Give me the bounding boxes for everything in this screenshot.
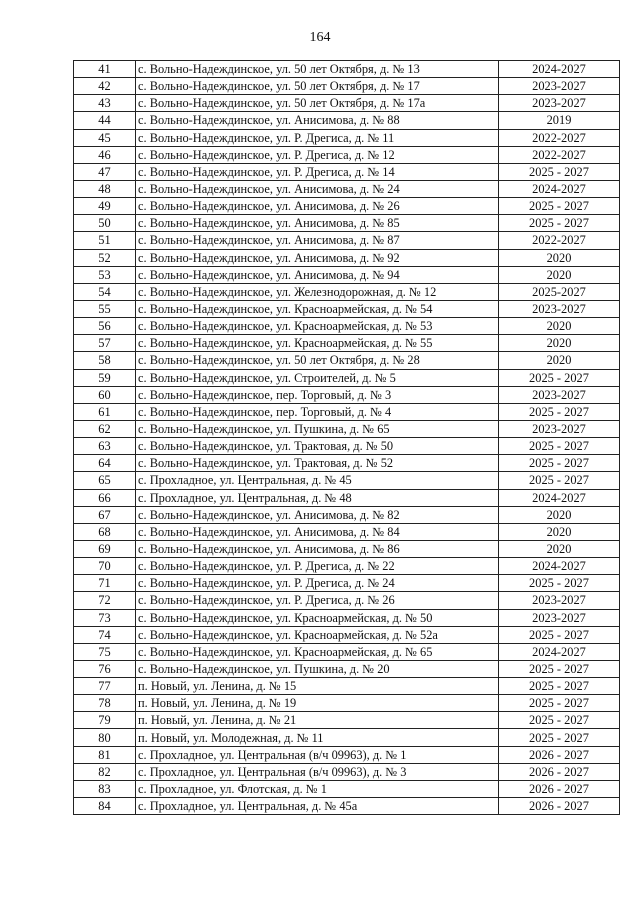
row-number: 49: [74, 198, 136, 215]
period-cell: 2023-2027: [499, 420, 620, 437]
table-row: [74, 403, 620, 420]
table-row: [74, 198, 620, 215]
address-cell: с. Прохладное, ул. Центральная, д. № 45: [136, 472, 499, 489]
period-cell: 2025 - 2027: [499, 369, 620, 386]
address-cell: с. Вольно-Надеждинское, ул. Красноармейская, д. № 53: [136, 318, 499, 335]
table-row: [74, 61, 620, 78]
row-number: 47: [74, 163, 136, 180]
table-row: [74, 180, 620, 197]
row-number: 77: [74, 678, 136, 695]
row-number: 45: [74, 129, 136, 146]
address-cell: с. Вольно-Надеждинское, ул. Анисимова, д. № 84: [136, 523, 499, 540]
table-row: [74, 318, 620, 335]
row-number: 78: [74, 695, 136, 712]
address-cell: с. Вольно-Надеждинское, ул. Анисимова, д. № 94: [136, 266, 499, 283]
row-number: 54: [74, 283, 136, 300]
period-cell: 2024-2027: [499, 558, 620, 575]
address-cell: с. Прохладное, ул. Центральная, д. № 45а: [136, 798, 499, 815]
address-cell: с. Вольно-Надеждинское, ул. Анисимова, д. № 87: [136, 232, 499, 249]
address-cell: с. Вольно-Надеждинское, ул. Р. Дрегиса, д. № 14: [136, 163, 499, 180]
period-cell: 2025 - 2027: [499, 712, 620, 729]
row-number: 69: [74, 540, 136, 557]
address-cell: с. Прохладное, ул. Флотская, д. № 1: [136, 780, 499, 797]
period-cell: 2023-2027: [499, 609, 620, 626]
row-number: 79: [74, 712, 136, 729]
address-cell: п. Новый, ул. Ленина, д. № 15: [136, 678, 499, 695]
address-cell: с. Вольно-Надеждинское, ул. Красноармейская, д. № 54: [136, 300, 499, 317]
row-number: 61: [74, 403, 136, 420]
row-number: 63: [74, 438, 136, 455]
row-number: 41: [74, 61, 136, 78]
address-cell: с. Вольно-Надеждинское, ул. Железнодорожная, д. № 12: [136, 283, 499, 300]
table-row: [74, 643, 620, 660]
period-cell: 2025 - 2027: [499, 660, 620, 677]
period-cell: 2026 - 2027: [499, 780, 620, 797]
row-number: 82: [74, 763, 136, 780]
address-cell: с. Вольно-Надеждинское, ул. Красноармейская, д. № 50: [136, 609, 499, 626]
table-row: [74, 352, 620, 369]
address-cell: с. Вольно-Надеждинское, ул. Р. Дрегиса, д. № 26: [136, 592, 499, 609]
address-cell: с. Вольно-Надеждинское, ул. Красноармейская, д. № 52а: [136, 626, 499, 643]
period-cell: 2026 - 2027: [499, 798, 620, 815]
table-row: [74, 420, 620, 437]
period-cell: 2023-2027: [499, 386, 620, 403]
period-cell: 2026 - 2027: [499, 746, 620, 763]
table-row: [74, 575, 620, 592]
row-number: 80: [74, 729, 136, 746]
address-cell: с. Вольно-Надеждинское, ул. Анисимова, д. № 82: [136, 506, 499, 523]
address-cell: с. Вольно-Надеждинское, ул. Красноармейская, д. № 55: [136, 335, 499, 352]
row-number: 50: [74, 215, 136, 232]
address-cell: с. Прохладное, ул. Центральная (в/ч 09963), д. № 1: [136, 746, 499, 763]
address-cell: с. Вольно-Надеждинское, ул. Р. Дрегиса, д. № 22: [136, 558, 499, 575]
table-row: [74, 95, 620, 112]
row-number: 57: [74, 335, 136, 352]
address-cell: с. Вольно-Надеждинское, ул. 50 лет Октября, д. № 17а: [136, 95, 499, 112]
period-cell: 2023-2027: [499, 592, 620, 609]
table-row: [74, 746, 620, 763]
address-cell: с. Вольно-Надеждинское, ул. Анисимова, д. № 86: [136, 540, 499, 557]
table-row: [74, 695, 620, 712]
table-row: [74, 232, 620, 249]
period-cell: 2025 - 2027: [499, 438, 620, 455]
table-row: [74, 609, 620, 626]
row-number: 81: [74, 746, 136, 763]
period-cell: 2022-2027: [499, 129, 620, 146]
address-cell: с. Вольно-Надеждинское, ул. Пушкина, д. № 65: [136, 420, 499, 437]
period-cell: 2025 - 2027: [499, 455, 620, 472]
period-cell: 2020: [499, 540, 620, 557]
row-number: 74: [74, 626, 136, 643]
period-cell: 2024-2027: [499, 61, 620, 78]
row-number: 55: [74, 300, 136, 317]
address-cell: с. Вольно-Надеждинское, пер. Торговый, д. № 3: [136, 386, 499, 403]
table-row: [74, 472, 620, 489]
period-cell: 2022-2027: [499, 146, 620, 163]
row-number: 42: [74, 78, 136, 95]
housing-registry-table: [73, 60, 620, 815]
address-cell: с. Вольно-Надеждинское, ул. Анисимова, д. № 88: [136, 112, 499, 129]
row-number: 70: [74, 558, 136, 575]
table-row: [74, 798, 620, 815]
row-number: 52: [74, 249, 136, 266]
row-number: 65: [74, 472, 136, 489]
period-cell: 2025 - 2027: [499, 729, 620, 746]
table-row: [74, 489, 620, 506]
table-row: [74, 146, 620, 163]
row-number: 73: [74, 609, 136, 626]
row-number: 60: [74, 386, 136, 403]
address-cell: с. Вольно-Надеждинское, ул. Анисимова, д. № 85: [136, 215, 499, 232]
table-row: [74, 626, 620, 643]
row-number: 43: [74, 95, 136, 112]
row-number: 68: [74, 523, 136, 540]
address-cell: с. Вольно-Надеждинское, ул. Строителей, д. № 5: [136, 369, 499, 386]
period-cell: 2022-2027: [499, 232, 620, 249]
period-cell: 2026 - 2027: [499, 763, 620, 780]
table-row: [74, 300, 620, 317]
address-cell: с. Вольно-Надеждинское, ул. 50 лет Октября, д. № 28: [136, 352, 499, 369]
table-row: [74, 369, 620, 386]
period-cell: 2025 - 2027: [499, 575, 620, 592]
address-cell: с. Вольно-Надеждинское, ул. Анисимова, д. № 26: [136, 198, 499, 215]
period-cell: 2020: [499, 266, 620, 283]
address-cell: с. Вольно-Надеждинское, ул. 50 лет Октября, д. № 17: [136, 78, 499, 95]
period-cell: 2020: [499, 523, 620, 540]
period-cell: 2024-2027: [499, 180, 620, 197]
address-cell: с. Прохладное, ул. Центральная, д. № 48: [136, 489, 499, 506]
address-cell: с. Вольно-Надеждинское, ул. Пушкина, д. № 20: [136, 660, 499, 677]
period-cell: 2023-2027: [499, 95, 620, 112]
row-number: 84: [74, 798, 136, 815]
address-cell: с. Вольно-Надеждинское, ул. 50 лет Октября, д. № 13: [136, 61, 499, 78]
page-number: 164: [309, 30, 331, 45]
row-number: 75: [74, 643, 136, 660]
row-number: 44: [74, 112, 136, 129]
period-cell: 2025 - 2027: [499, 198, 620, 215]
period-cell: 2025 - 2027: [499, 472, 620, 489]
row-number: 66: [74, 489, 136, 506]
table-row: [74, 780, 620, 797]
period-cell: 2024-2027: [499, 643, 620, 660]
table-row: [74, 523, 620, 540]
row-number: 48: [74, 180, 136, 197]
period-cell: 2020: [499, 352, 620, 369]
address-cell: с. Вольно-Надеждинское, ул. Р. Дрегиса, д. № 12: [136, 146, 499, 163]
table-row: [74, 592, 620, 609]
address-cell: с. Вольно-Надеждинское, ул. Красноармейская, д. № 65: [136, 643, 499, 660]
address-cell: с. Вольно-Надеждинское, ул. Трактовая, д. № 50: [136, 438, 499, 455]
period-cell: 2020: [499, 318, 620, 335]
table-row: [74, 112, 620, 129]
table-row: [74, 266, 620, 283]
period-cell: 2019: [499, 112, 620, 129]
table-row: [74, 506, 620, 523]
row-number: 46: [74, 146, 136, 163]
period-cell: 2025 - 2027: [499, 163, 620, 180]
address-cell: с. Вольно-Надеждинское, ул. Р. Дрегиса, д. № 11: [136, 129, 499, 146]
period-cell: 2025 - 2027: [499, 626, 620, 643]
table-row: [74, 763, 620, 780]
table-row: [74, 678, 620, 695]
row-number: 67: [74, 506, 136, 523]
period-cell: 2020: [499, 335, 620, 352]
period-cell: 2025-2027: [499, 283, 620, 300]
period-cell: 2023-2027: [499, 78, 620, 95]
table-row: [74, 712, 620, 729]
row-number: 58: [74, 352, 136, 369]
table-row: [74, 129, 620, 146]
period-cell: 2025 - 2027: [499, 695, 620, 712]
address-cell: п. Новый, ул. Ленина, д. № 19: [136, 695, 499, 712]
table-row: [74, 558, 620, 575]
row-number: 71: [74, 575, 136, 592]
row-number: 64: [74, 455, 136, 472]
row-number: 53: [74, 266, 136, 283]
table-row: [74, 215, 620, 232]
table-row: [74, 283, 620, 300]
table-body: [74, 61, 620, 815]
period-cell: 2023-2027: [499, 300, 620, 317]
address-cell: с. Вольно-Надеждинское, ул. Анисимова, д. № 92: [136, 249, 499, 266]
table-row: [74, 386, 620, 403]
period-cell: 2025 - 2027: [499, 678, 620, 695]
period-cell: 2025 - 2027: [499, 215, 620, 232]
period-cell: 2020: [499, 249, 620, 266]
table-row: [74, 438, 620, 455]
row-number: 51: [74, 232, 136, 249]
address-cell: с. Вольно-Надеждинское, ул. Трактовая, д. № 52: [136, 455, 499, 472]
address-cell: п. Новый, ул. Ленина, д. № 21: [136, 712, 499, 729]
table-row: [74, 660, 620, 677]
row-number: 56: [74, 318, 136, 335]
table-row: [74, 249, 620, 266]
row-number: 72: [74, 592, 136, 609]
table-row: [74, 455, 620, 472]
row-number: 59: [74, 369, 136, 386]
row-number: 83: [74, 780, 136, 797]
row-number: 62: [74, 420, 136, 437]
table-row: [74, 163, 620, 180]
table-row: [74, 78, 620, 95]
table-row: [74, 540, 620, 557]
period-cell: 2025 - 2027: [499, 403, 620, 420]
address-cell: с. Вольно-Надеждинское, ул. Р. Дрегиса, д. № 24: [136, 575, 499, 592]
address-cell: с. Вольно-Надеждинское, ул. Анисимова, д. № 24: [136, 180, 499, 197]
period-cell: 2020: [499, 506, 620, 523]
period-cell: 2024-2027: [499, 489, 620, 506]
address-cell: с. Вольно-Надеждинское, пер. Торговый, д. № 4: [136, 403, 499, 420]
address-cell: с. Прохладное, ул. Центральная (в/ч 09963), д. № 3: [136, 763, 499, 780]
table-row: [74, 729, 620, 746]
table-row: [74, 335, 620, 352]
address-cell: п. Новый, ул. Молодежная, д. № 11: [136, 729, 499, 746]
row-number: 76: [74, 660, 136, 677]
